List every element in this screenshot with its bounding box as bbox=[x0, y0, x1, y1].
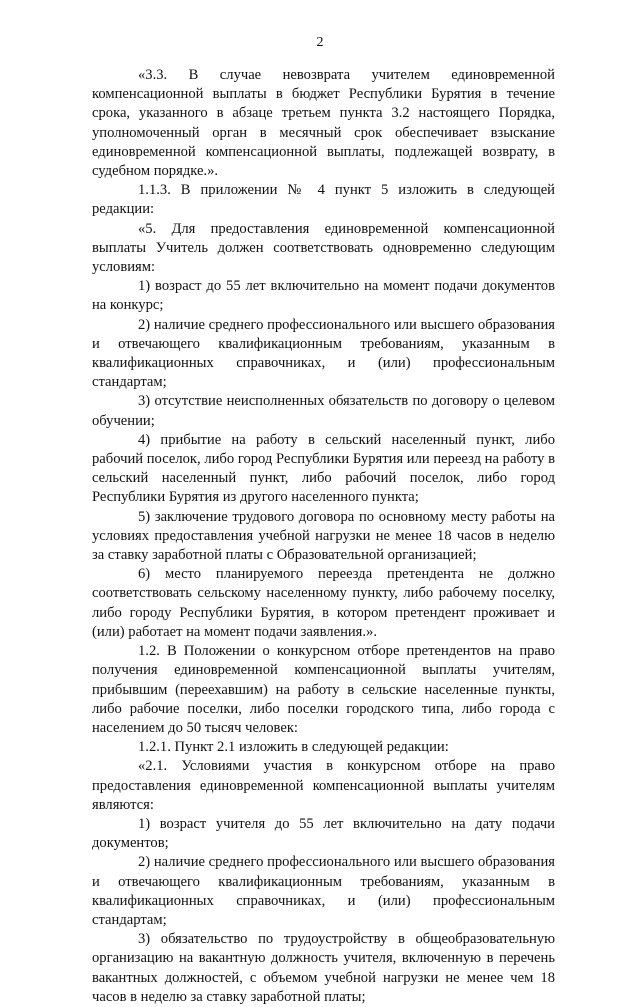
paragraph-condition-5: 5) заключение трудового договора по основному месту работы на условиях предоставления учебной нагрузки не менее 18 часов в неделю за ставку заработной платы с Образовательной организацией; bbox=[92, 508, 555, 564]
document-body bbox=[92, 66, 555, 1007]
paragraph-amendment-1-2-1: 1.2.1. Пункт 2.1 изложить в следующей редакции: bbox=[138, 739, 449, 756]
paragraph-condition-3: 3) отсутствие неисполненных обязательств по договору о целевом обучении; bbox=[92, 393, 555, 429]
paragraph-participation-condition-2: 2) наличие среднего профессионального или высшего образования и отвечающего квалификационным требованиям, указанным в квалификационных справочниках, и (или) профессиональным стандартам; bbox=[92, 854, 555, 928]
paragraph-condition-6: 6) место планируемого переезда претендента не должно соответствовать сельскому населенному пункту, либо рабочему поселку, либо городу Республики Бурятия, в котором претендент проживает и (или) работает на момент подачи заявления.». bbox=[92, 566, 555, 640]
paragraph-clause-5-intro: «5. Для предоставления единовременной компенсационной выплаты Учитель должен соответствовать одновременно следующим условиям: bbox=[92, 220, 555, 276]
paragraph-condition-1: 1) возраст до 55 лет включительно на момент подачи документов на конкурс; bbox=[92, 278, 555, 314]
paragraph-clause-2-1-intro: «2.1. Условиями участия в конкурсном отборе на право предоставления единовременной компенсационной выплаты учителям являются: bbox=[92, 758, 555, 813]
paragraph-amendment-1-1-3: 1.1.3. В приложении № 4 пункт 5 изложить в следующей редакции: bbox=[92, 182, 555, 218]
page-number: 2 bbox=[316, 35, 324, 50]
paragraph-participation-condition-1: 1) возраст учителя до 55 лет включительно на дату подачи документов; bbox=[92, 815, 555, 852]
paragraph-clause-3-3: «3.3. В случае невозврата учителем единовременной компенсационной выплаты в бюджет Республики Бурятия в течение срока, указанного в абзаце третьем пункта 3.2 настоящего Порядка, уполномоченный орган в месячный срок обеспечивает взыскание единовременной компенсационной выплаты, подлежащей возврату, в судебном порядке.». bbox=[92, 67, 555, 180]
paragraph-condition-4: 4) прибытие на работу в сельский населенный пункт, либо рабочий поселок, либо город Республики Бурятия или переезд на работу в сельский населенный пункт, либо рабочий поселок, либо город Республики Бурятия из другого населенного пункта; bbox=[92, 431, 555, 506]
paragraph-condition-2: 2) наличие среднего профессионального или высшего образования и отвечающего квалификационным требованиям, указанным в квалификационных справочниках, и (или) профессиональным стандартам; bbox=[92, 316, 555, 391]
paragraph-participation-condition-3: 3) обязательство по трудоустройству в общеобразовательную организацию на вакантную должность учителя, включенную в перечень вакантных должностей, с объемом учебной нагрузки не менее чем 18 часов в неделю за ставку заработной платы; bbox=[92, 931, 555, 1005]
paragraph-amendment-1-2: 1.2. В Положении о конкурсном отборе претендентов на право получения единовременной компенсационной выплаты учителям, прибывшим (переехавшим) на работу в сельские населенные пункты, либо рабочие поселки, либо поселки городского типа, либо города с населением до 50 тысяч человек: bbox=[92, 643, 555, 736]
